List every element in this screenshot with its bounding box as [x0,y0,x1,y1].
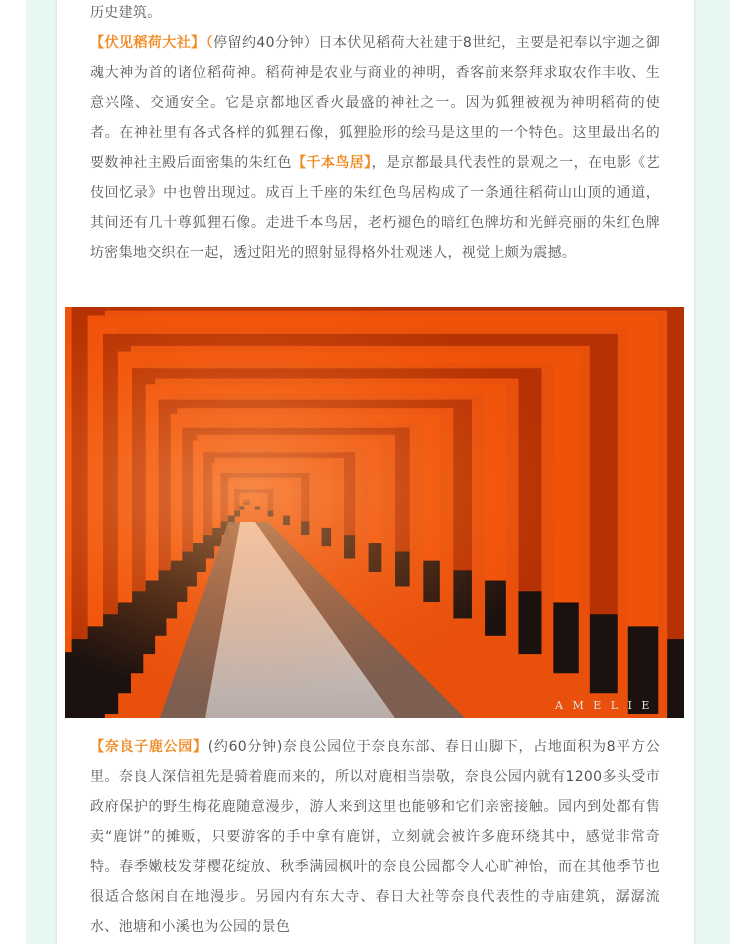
fushimi-text: 停留约40分钟）日本伏见稻荷大社建于8世纪，主要是祀奉以宇迦之御魂大神为首的诸位稻荷神。稻荷神是农业与商业的神明，香客前来祭拜求取农作丰收、生意兴隆、交通安全。它是京都地区香火最盛的神社之一。因为狐狸被视为神明稻荷的使者。在神社里有各式各样的狐狸石像，狐狸脸形的绘马是这里的一个特色。这里最出名的要数神社主殿后面密集的朱红色 [90,35,660,171]
mint-border-left [26,0,56,944]
fushimi-text-continued: ，是京都最具代表性的景观之一，在电影《艺伎回忆录》中也曾出现过。成百上千座的朱红色鸟居构成了一条通往稻荷山山顶的通道，其间还有几十尊狐狸石像。走进千本鸟居，老朽褪色的暗红色牌坊和光鲜亮丽的朱红色牌坊密集地交织在一起，透过阳光的照射显得格外壮观迷人，视觉上颇为震撼。 [90,155,661,261]
nara-text: (约60分钟)奈良公园位于奈良东部、春日山脚下，占地面积为8平方公里。奈良人深信祖先是骑着鹿而来的，所以对鹿相当崇敬，奈良公园内就有1200多头受市政府保护的野生梅花鹿随意漫步，游人来到这里也能够和它们亲密接触。园内到处都有售卖“鹿饼”的摊贩，只要游客的手中拿有鹿饼，立刻就会被许多鹿环绕其中，感觉非常奇特。春季嫩枝发芽樱花绽放、秋季满园枫叶的奈良公园都令人心旷神怡，而在其他季节也很适合悠闲自在地漫步。另园内有东大寺、春日大社等奈良代表性的寺庙建筑，潺潺流水、池塘和小溪也为公园的景色 [90,739,661,935]
heading-nara-park: 【奈良子鹿公园】 [90,739,208,755]
paragraph-fushimi-inari [90,28,660,268]
paragraph-previous-end: 历史建筑。 [90,5,162,21]
heading-fushimi-inari: 【伏见稻荷大社】（ [90,35,214,51]
torii-tunnel-illustration [65,307,684,718]
page-background-left [0,0,26,944]
photo-watermark: A M E L I E [555,699,653,712]
page-background-right [730,0,753,944]
senbon-torii-photo [65,307,684,718]
highlight-senbon-torii: 【千本鸟居】 [292,155,372,171]
mint-border-right [693,0,730,944]
paragraph-nara-park [90,732,660,942]
